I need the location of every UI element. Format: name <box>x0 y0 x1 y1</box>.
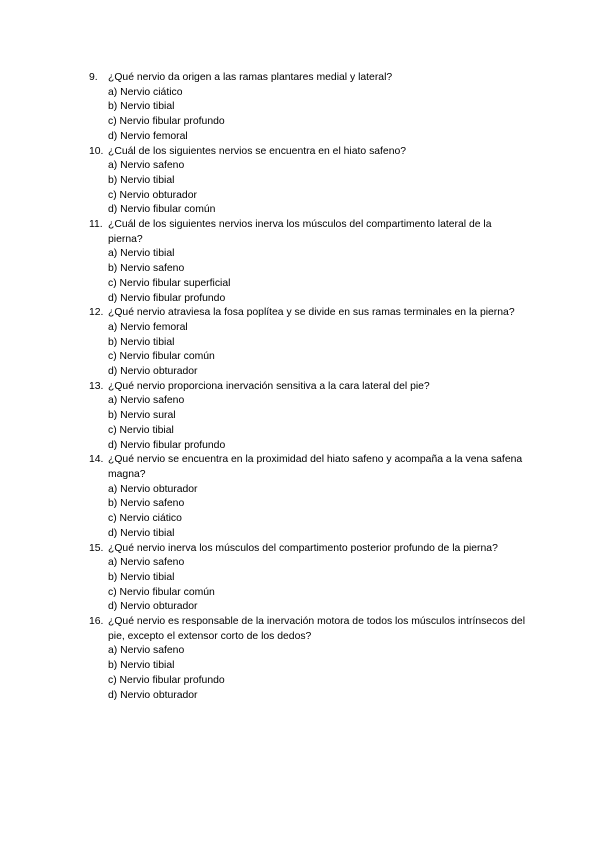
answer-option-c: c) Nervio fibular profundo <box>108 116 225 128</box>
question-stem <box>89 71 529 86</box>
question-text: ¿Qué nervio da origen a las ramas plantares medial y lateral? <box>108 72 393 83</box>
answer-option-a: a) Nervio tibial <box>108 248 175 260</box>
answer-options <box>89 321 529 380</box>
answer-options <box>89 159 529 218</box>
answer-option-c: c) Nervio ciático <box>108 513 182 525</box>
answer-option-b: b) Nervio tibial <box>108 174 175 186</box>
question-stem <box>89 380 529 395</box>
question-stem <box>89 306 529 321</box>
answer-option-d: d) Nervio obturador <box>108 689 198 701</box>
answer-option-b: b) Nervio tibial <box>108 336 175 348</box>
question-11 <box>89 218 529 306</box>
answer-option-a: a) Nervio femoral <box>108 321 188 333</box>
answer-option-b: b) Nervio sural <box>108 410 176 422</box>
question-stem <box>89 542 529 557</box>
answer-options <box>89 394 529 453</box>
answer-option-c: c) Nervio fibular profundo <box>108 674 225 686</box>
question-number: 12. <box>89 307 104 319</box>
answer-option-d: d) Nervio fibular profundo <box>108 439 226 451</box>
answer-option-a: a) Nervio safeno <box>108 160 185 172</box>
answer-option-c: c) Nervio tibial <box>108 424 174 436</box>
question-text: ¿Qué nervio se encuentra en la proximidad del hiato safeno y acompaña a la vena safena magna? <box>108 454 523 480</box>
answer-option-a: a) Nervio safeno <box>108 395 185 407</box>
question-stem <box>89 218 529 247</box>
question-number: 13. <box>89 380 104 392</box>
question-stem <box>89 453 529 482</box>
question-number: 9. <box>89 72 98 83</box>
question-number: 16. <box>89 616 104 628</box>
question-number: 10. <box>89 145 104 157</box>
question-text: ¿Qué nervio proporciona inervación sensitiva a la cara lateral del pie? <box>108 380 430 392</box>
question-number: 14. <box>89 454 104 466</box>
answer-option-d: d) Nervio femoral <box>108 130 188 142</box>
answer-option-b: b) Nervio safeno <box>108 263 185 275</box>
question-number: 11. <box>89 219 103 231</box>
answer-option-b: b) Nervio tibial <box>108 101 175 113</box>
answer-options <box>89 86 529 145</box>
question-stem <box>89 615 529 644</box>
answer-option-d: d) Nervio tibial <box>108 527 175 539</box>
answer-option-d: d) Nervio obturador <box>108 366 198 378</box>
question-10 <box>89 145 529 219</box>
answer-options <box>89 556 529 615</box>
question-14 <box>89 453 529 541</box>
answer-option-d: d) Nervio fibular profundo <box>108 292 226 304</box>
answer-option-b: b) Nervio safeno <box>108 498 185 510</box>
question-15 <box>89 542 529 616</box>
question-9 <box>89 71 529 145</box>
answer-options <box>89 644 529 703</box>
answer-option-b: b) Nervio tibial <box>108 660 175 672</box>
answer-option-c: c) Nervio obturador <box>108 189 197 201</box>
answer-options <box>89 483 529 542</box>
question-16 <box>89 615 529 703</box>
question-text: ¿Cuál de los siguientes nervios inerva los músculos del compartimento lateral de la pierna? <box>108 219 492 245</box>
question-text: ¿Qué nervio atraviesa la fosa poplítea y se divide en sus ramas terminales en la pierna? <box>108 307 515 319</box>
question-13 <box>89 380 529 454</box>
question-text: ¿Qué nervio inerva los músculos del compartimento posterior profundo de la pierna? <box>108 542 498 554</box>
answer-options <box>89 247 529 306</box>
answer-option-a: a) Nervio obturador <box>108 483 198 495</box>
answer-option-a: a) Nervio safeno <box>108 557 185 569</box>
answer-option-b: b) Nervio tibial <box>108 571 175 583</box>
question-text: ¿Qué nervio es responsable de la inervación motora de todos los músculos intrínsecos del pie, excepto el extensor corto de los dedos? <box>108 616 526 642</box>
answer-option-a: a) Nervio ciático <box>108 86 183 98</box>
answer-option-c: c) Nervio fibular común <box>108 351 215 363</box>
question-12 <box>89 306 529 380</box>
answer-option-c: c) Nervio fibular superficial <box>108 277 231 289</box>
question-stem <box>89 145 529 160</box>
answer-option-a: a) Nervio safeno <box>108 645 185 657</box>
question-list <box>89 71 529 703</box>
answer-option-d: d) Nervio fibular común <box>108 204 216 216</box>
answer-option-c: c) Nervio fibular común <box>108 586 215 598</box>
question-text: ¿Cuál de los siguientes nervios se encuentra en el hiato safeno? <box>108 145 407 157</box>
question-number: 15. <box>89 542 104 554</box>
answer-option-d: d) Nervio obturador <box>108 601 198 613</box>
